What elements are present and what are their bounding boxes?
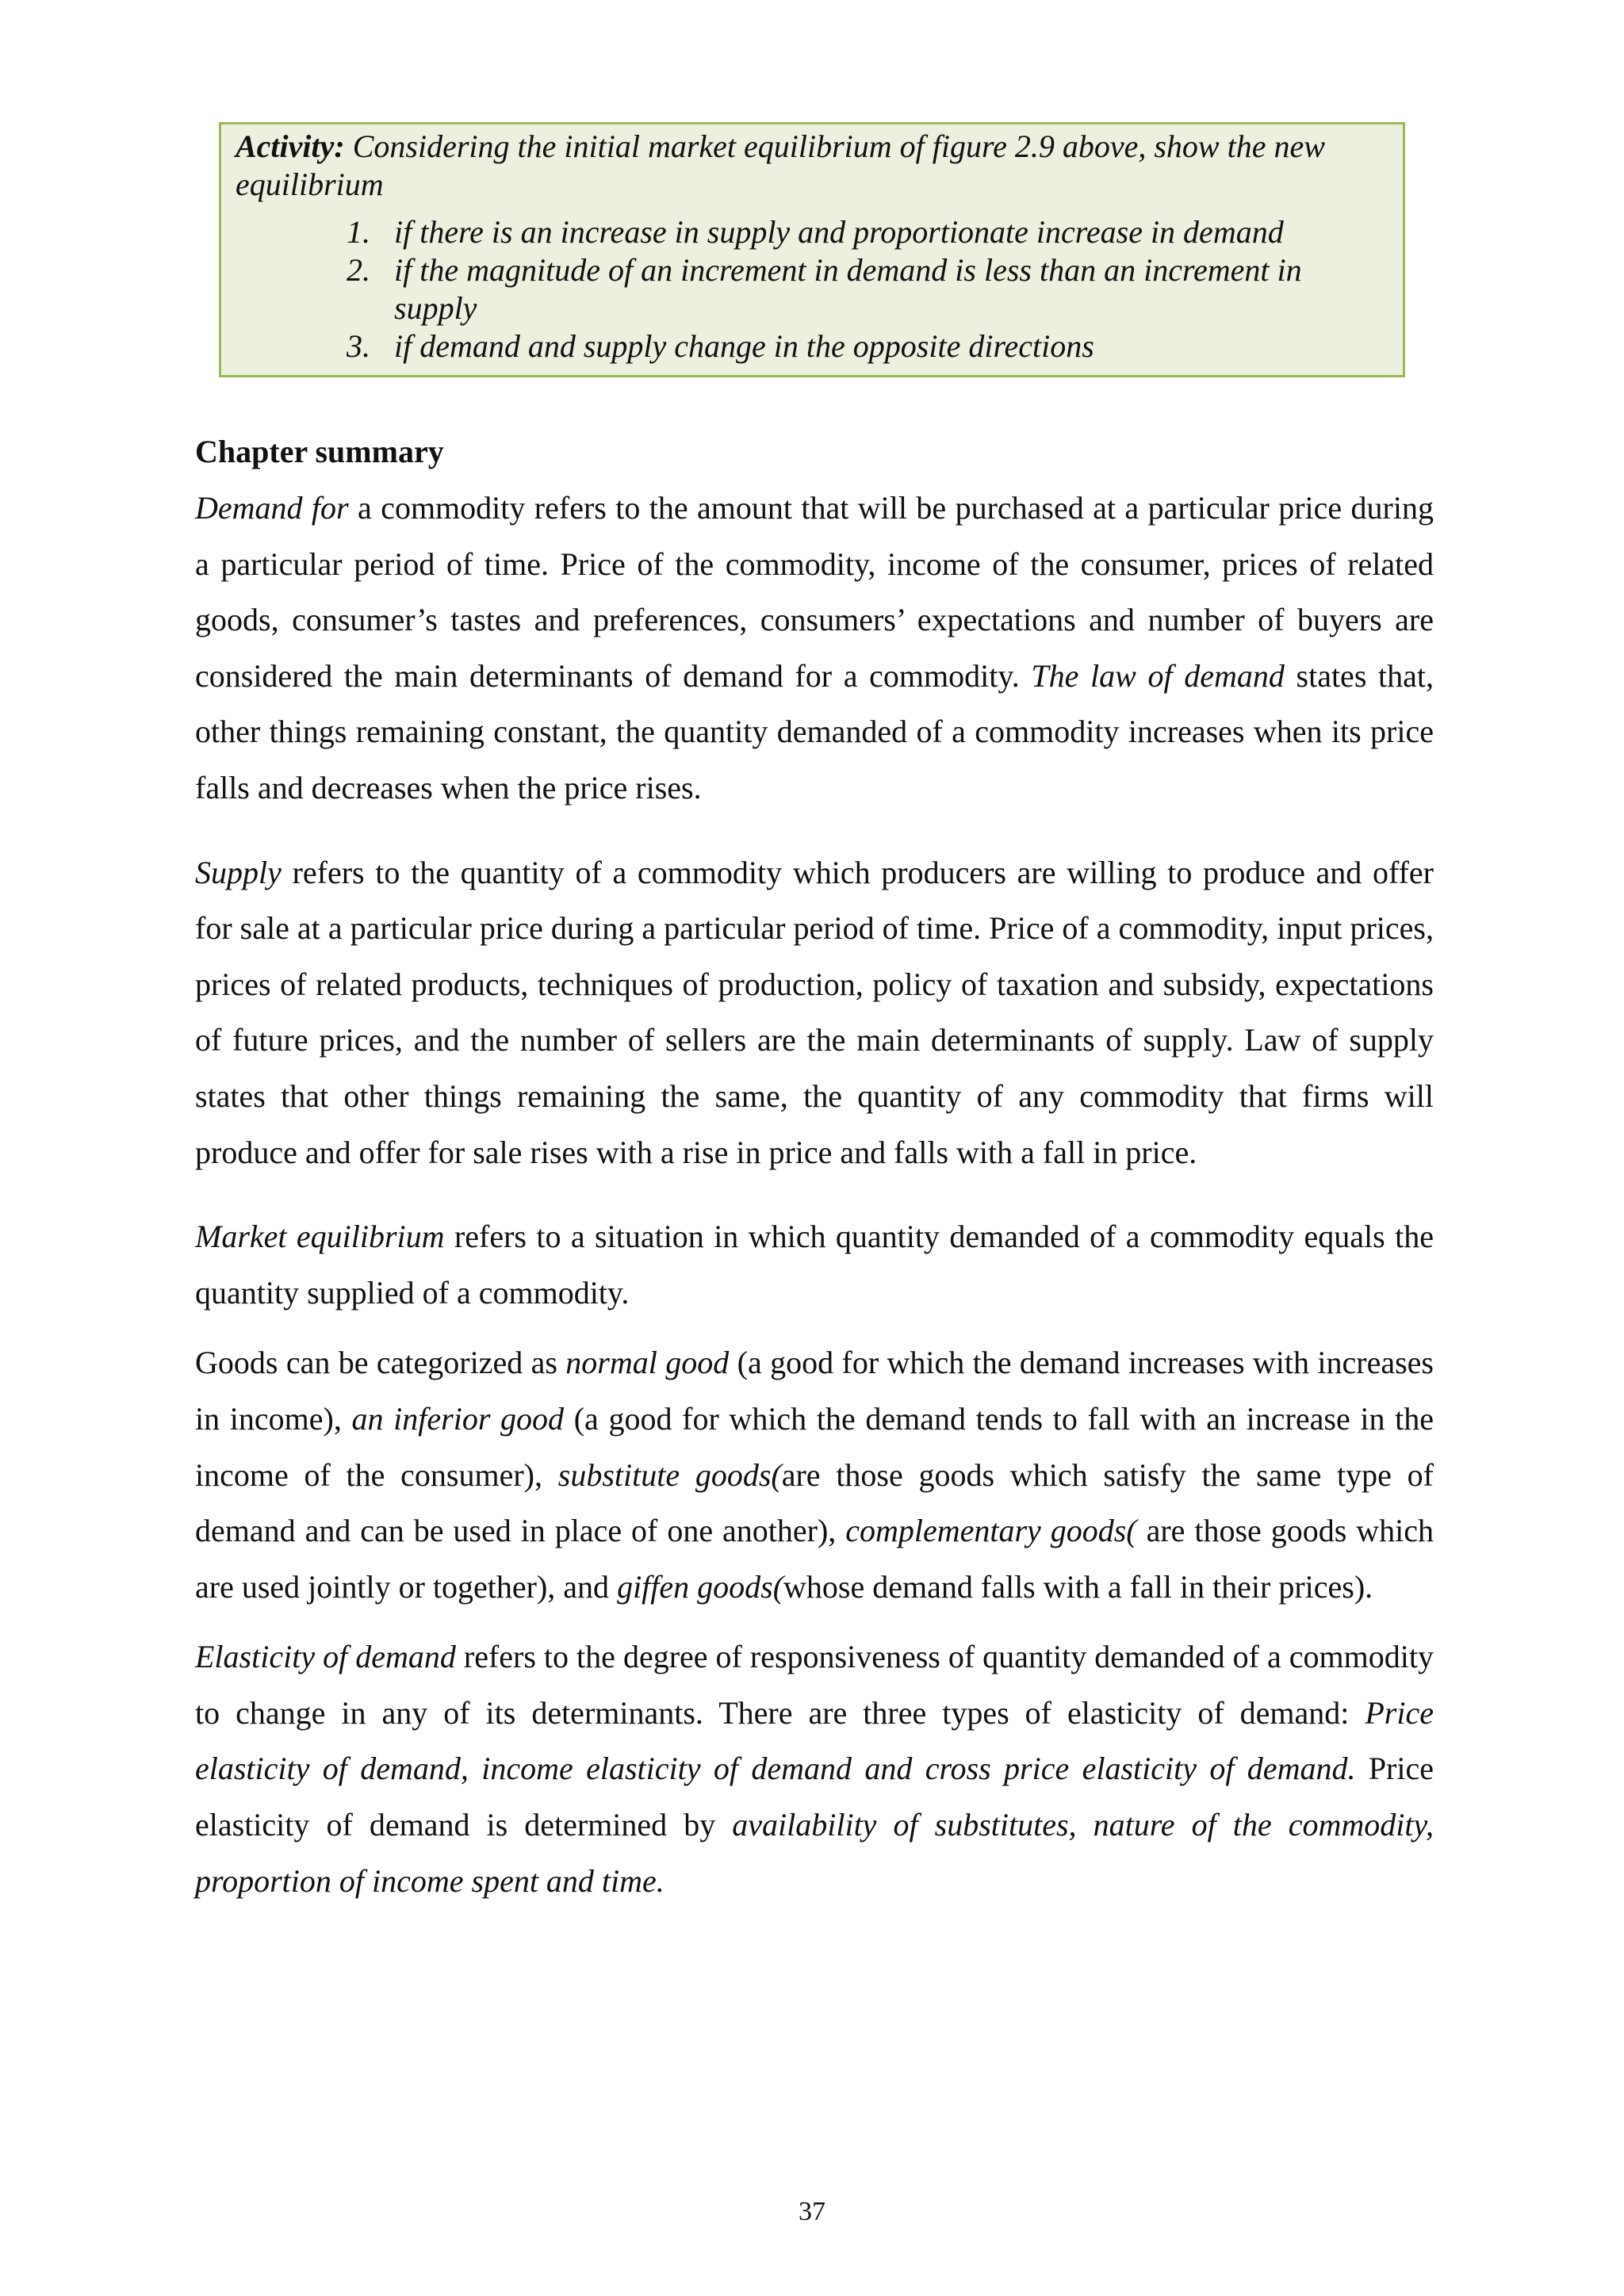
term-elasticity-determinants: availability of substitutes, nature of the commodity, proportion of income spent and time. xyxy=(195,1807,1434,1899)
paragraph-text: are those goods which are used jointly or together), and xyxy=(195,1513,1434,1605)
term-substitute-goods: substitute goods( xyxy=(557,1456,782,1493)
activity-item-text: if demand and supply change in the opposite directions xyxy=(394,328,1094,364)
paragraph-elasticity xyxy=(195,1629,1434,1909)
paragraph-text: (a good for which the demand increases with increases in income), xyxy=(195,1345,1434,1437)
activity-item xyxy=(347,251,1362,327)
activity-intro xyxy=(236,128,1388,204)
section-heading: Chapter summary xyxy=(195,434,444,469)
paragraph-text: Price elasticity of demand is determined by xyxy=(195,1751,1434,1843)
term-complementary-goods: complementary goods( xyxy=(845,1513,1137,1549)
paragraph-text: refers to the degree of responsiveness of quantity demanded of a commodity to change in any of its determinants. There are three types of elasticity of demand: xyxy=(195,1639,1434,1731)
term-giffen-goods: giffen goods( xyxy=(617,1568,784,1605)
term-demand-for: Demand for xyxy=(195,490,349,526)
paragraph-text: refers to a situation in which quantity demanded of a commodity equals the quantity supplied of a commodity. xyxy=(195,1219,1434,1311)
activity-item-text: if the magnitude of an increment in demand is less than an increment in supply xyxy=(394,252,1302,326)
activity-label: Activity: xyxy=(236,128,345,164)
term-market-equilibrium: Market equilibrium xyxy=(195,1219,445,1255)
paragraph-supply xyxy=(195,845,1434,1181)
paragraph-text: states that, other things remaining constant, the quantity demanded of a commodity increases when its price falls and decreases when the price rises. xyxy=(195,657,1434,806)
activity-box xyxy=(219,122,1405,377)
term-elasticity-types: Price elasticity of demand, income elasticity of demand and cross price elasticity of demand. xyxy=(195,1694,1434,1787)
term-elasticity-of-demand: Elasticity of demand xyxy=(195,1639,456,1675)
activity-item-text: if there is an increase in supply and proportionate increase in demand xyxy=(394,214,1284,250)
term-law-of-demand: The law of demand xyxy=(1031,657,1285,694)
chapter-summary xyxy=(195,428,1434,1938)
term-supply: Supply xyxy=(195,854,282,890)
term-inferior-good: an inferior good xyxy=(351,1400,565,1437)
activity-item xyxy=(347,213,1362,251)
term-normal-good: normal good xyxy=(565,1345,730,1381)
page-number: 37 xyxy=(799,2197,825,2226)
activity-intro-text: Considering the initial market equilibrium of figure 2.9 above, show the new equilibrium xyxy=(236,128,1325,202)
activity-item-number: 2. xyxy=(347,252,370,288)
paragraph-text: (a good for which the demand tends to fall with an increase in the income of the consumer), xyxy=(195,1400,1434,1493)
paragraph-goods xyxy=(195,1335,1434,1615)
paragraph-demand xyxy=(195,480,1434,817)
paragraph-market-equilibrium xyxy=(195,1209,1434,1321)
paragraph-text: refers to the quantity of a commodity which producers are willing to produce and offer for sale at a particular price during a particular period of time. Price of a commodity, input prices, prices of related products, techniques of production, policy of taxation and subsidy, expectations of future prices, and the number of sellers are the main determinants of supply. Law of supply states that other things remaining the same, the quantity of any commodity that firms will produce and offer for sale rises with a rise in price and falls with a fall in price. xyxy=(195,854,1434,1170)
activity-item-number: 3. xyxy=(347,328,370,364)
paragraph-text: Goods can be categorized as xyxy=(195,1345,566,1381)
activity-item xyxy=(347,327,1362,365)
activity-item-number: 1. xyxy=(347,214,370,250)
paragraph-text: whose demand falls with a fall in their prices). xyxy=(783,1568,1373,1605)
paragraph-text: are those goods which satisfy the same type of demand and can be used in place of one another), xyxy=(195,1456,1434,1549)
paragraph-text: a commodity refers to the amount that will be purchased at a particular price during a particular period of time. Price of the commodity, income of the consumer, prices of related goods, consumer’s tastes and preferences, consumers’ expectations and number of buyers are considered the main determinants of demand for a commodity. xyxy=(195,490,1434,694)
activity-list xyxy=(236,213,1388,365)
